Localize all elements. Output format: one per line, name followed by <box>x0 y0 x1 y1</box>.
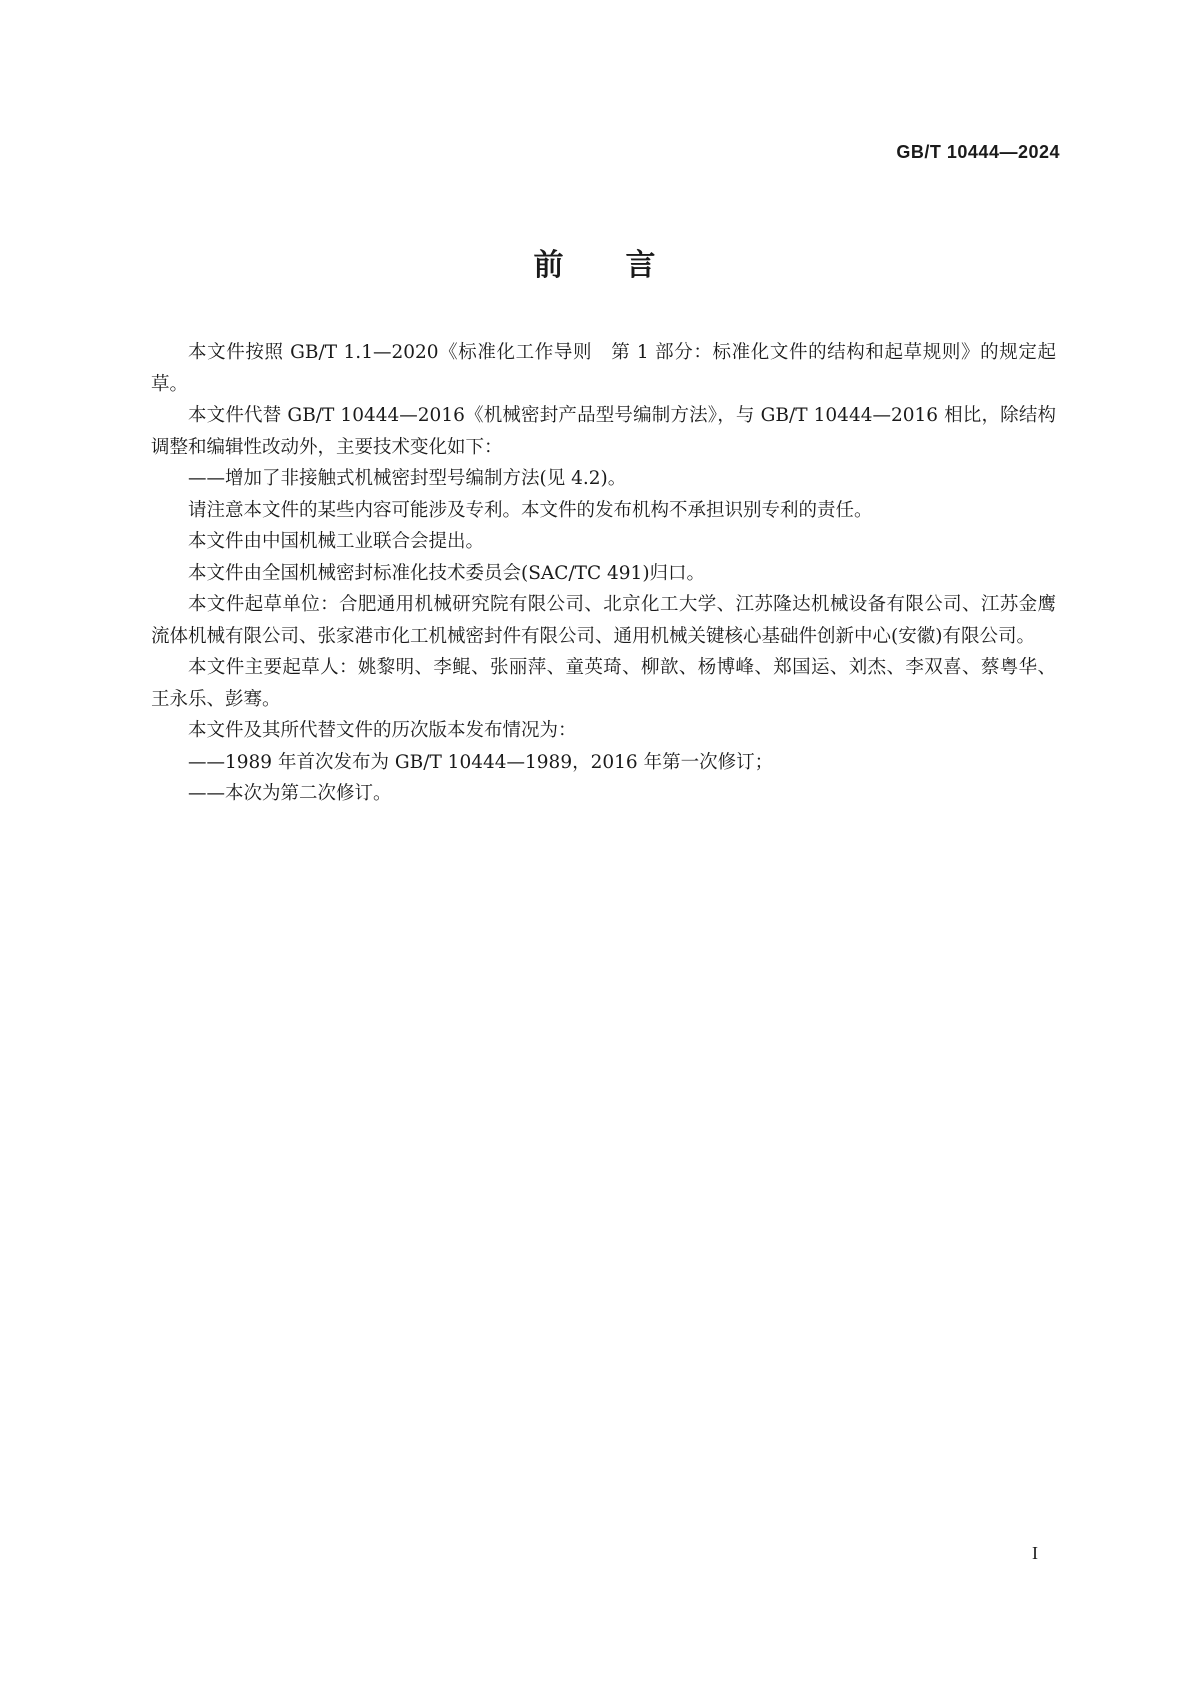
paragraph-change-item: ——增加了非接触式机械密封型号编制方法(见 4.2)。 <box>188 468 627 489</box>
paragraph-history-1989: ——1989 年首次发布为 GB/T 10444—1989，2016 年第一次修订； <box>188 751 774 773</box>
paragraph-drafters: 本文件主要起草人：姚黎明、李鲲、张丽萍、童英琦、柳歆、杨博峰、郑国运、刘杰、李双喜、蔡粤华、王永乐、彭骞。 <box>151 657 1056 710</box>
paragraph-under-jurisdiction: 本文件由全国机械密封标准化技术委员会(SAC/TC 491)归口。 <box>188 562 706 584</box>
paragraph-patent-notice: 请注意本文件的某些内容可能涉及专利。本文件的发布机构不承担识别专利的责任。 <box>188 499 873 521</box>
paragraph-history-current: ——本次为第二次修订。 <box>188 783 392 804</box>
paragraph-drafting-rules: 本文件按照 GB/T 1.1—2020《标准化工作导则 第 1 部分：标准化文件的结构和起草规则》的规定起草。 <box>151 342 1056 395</box>
page-title-char-2: 言 <box>625 248 658 283</box>
paragraph-replaces: 本文件代替 GB/T 10444—2016《机械密封产品型号编制方法》，与 GB/T 10444—2016 相比，除结构调整和编辑性改动外，主要技术变化如下： <box>151 405 1056 458</box>
paragraph-proposed-by: 本文件由中国机械工业联合会提出。 <box>188 531 485 552</box>
page-title <box>0 240 1191 284</box>
foreword-body <box>151 337 1056 810</box>
paragraph-drafting-units: 本文件起草单位：合肥通用机械研究院有限公司、北京化工大学、江苏隆达机械设备有限公司、江苏金鹰流体机械有限公司、张家港市化工机械密封件有限公司、通用机械关键核心基础件创新中心(安徽)有限公司。 <box>151 594 1056 647</box>
page-number: I <box>1032 1543 1038 1563</box>
page-title-char-1: 前 <box>533 248 566 283</box>
paragraph-history-intro: 本文件及其所代替文件的历次版本发布情况为： <box>188 720 577 741</box>
standard-number: GB/T 10444—2024 <box>896 142 1060 162</box>
